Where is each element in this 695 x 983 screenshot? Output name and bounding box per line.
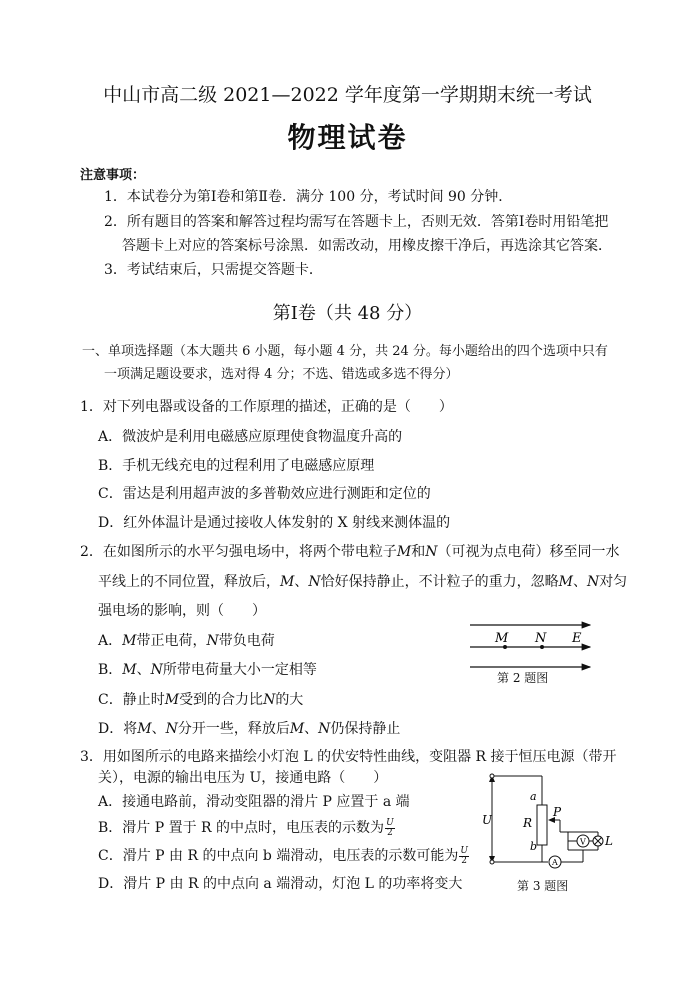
fraction-u-over-2: $\frac{U}{2}$ [460, 845, 468, 866]
q3-option-c: C．滑片 P 由 R 的中点向 b 端滑动，电压表的示数可能为 $\frac{U}{2}$ [98, 845, 468, 866]
note-item-1: 1．本试卷分为第Ⅰ卷和第Ⅱ卷．满分 100 分，考试时间 90 分钟． [104, 189, 513, 205]
q1-stem: 1．对下列电器或设备的工作原理的描述，正确的是（ ） [80, 399, 453, 415]
label-a-meter: A [552, 858, 558, 867]
label-m: M [495, 631, 509, 646]
q2-stem-line3: 强电场的影响，则（ ） [98, 603, 266, 619]
q1-option-b: B．手机无线充电的过程利用了电磁感应原理 [98, 458, 375, 474]
q3-stem-line1: 3．用如图所示的电路来描绘小灯泡 L 的伏安特性曲线，变阻器 R 接于恒压电源（带开 [80, 749, 617, 765]
label-r: R [523, 816, 533, 830]
q1-option-a: A．微波炉是利用电磁感应原理使食物温度升高的 [98, 429, 403, 445]
q2-stem-line2: 平线上的不同位置，释放后，M、N恰好保持静止，不计粒子的重力，忽略M、N对匀 [98, 574, 628, 590]
q2-stem-line1: 2．在如图所示的水平匀强电场中，将两个带电粒子M和N（可视为点电荷）移至同一水 [80, 544, 620, 560]
q2-option-c: C．静止时M受到的合力比N的大 [98, 692, 304, 708]
q3-option-d: D．滑片 P 由 R 的中点向 a 端滑动，灯泡 L 的功率将变大 [98, 876, 463, 892]
q2-option-a: A．M带正电荷，N带负电荷 [98, 633, 275, 649]
rheostat-r [537, 805, 547, 845]
note-item-2-cont: 答题卡上对应的答案标号涂黑．如需改动，用橡皮擦干净后，再选涂其它答案． [122, 238, 612, 254]
note-item-2: 2．所有题目的答案和解答过程均需写在答题卡上，否则无效．答第Ⅰ卷时用铅笔把 [104, 214, 609, 230]
q3-figure-caption: 第 3 题图 [517, 879, 569, 893]
notes-heading: 注意事项： [80, 168, 146, 183]
note-item-3: 3．考试结束后，只需提交答题卡． [104, 262, 323, 278]
exam-header: 中山市高二级 2021—2022 学年度第一学期期末统一考试 [103, 84, 592, 106]
q3-option-b: B．滑片 P 置于 R 的中点时，电压表的示数为 $\frac{U}{2}$ [98, 817, 394, 838]
label-e: E [572, 631, 582, 646]
section-intro-cont: 一项满足题设要求，选对得 4 分；不选、错选或多选不得分） [104, 367, 459, 382]
label-l: L [605, 834, 613, 848]
label-u: U [482, 813, 493, 827]
q3-circuit-figure [480, 770, 620, 875]
section-intro: 一、单项选择题（本大题共 6 小题，每小题 4 分，共 24 分。每小题给出的四个选项中只有 [82, 344, 608, 359]
label-a: a [530, 790, 537, 803]
q2-option-b: B．M、N所带电荷量大小一定相等 [98, 662, 317, 678]
label-n: N [535, 631, 547, 646]
q3-option-a: A．接通电路前，滑动变阻器的滑片 P 应置于 a 端 [98, 794, 410, 810]
q1-option-c: C．雷达是利用超声波的多普勒效应进行测距和定位的 [98, 486, 431, 502]
q1-option-d: D．红外体温计是通过接收人体发射的 X 射线来测体温的 [98, 515, 451, 531]
label-b: b [530, 840, 538, 853]
fraction-u-over-2: $\frac{U}{2}$ [386, 817, 394, 838]
q2-option-d: D．将M、N分开一些，释放后M、N仍保持静止 [98, 721, 401, 737]
q2-figure-caption: 第 2 题图 [497, 671, 549, 685]
label-v: V [580, 837, 586, 847]
exam-title: 物理试卷 [287, 121, 408, 154]
section-title: 第Ⅰ卷（共 48 分） [272, 303, 423, 324]
label-p: P [553, 805, 562, 819]
q3-stem-line2: 关），电源的输出电压为 U，接通电路（ ） [98, 770, 388, 786]
